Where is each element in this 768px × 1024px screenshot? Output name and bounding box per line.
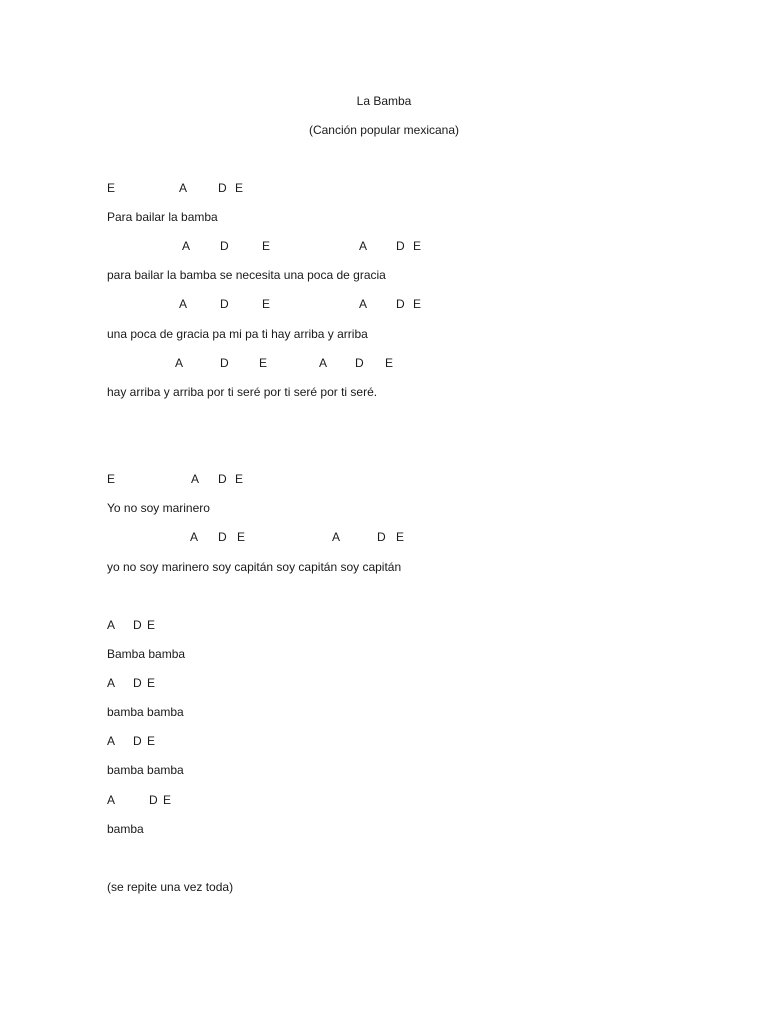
chord: A: [182, 239, 191, 253]
chord: D: [133, 618, 142, 632]
chord: D: [218, 530, 227, 544]
chord: D: [220, 356, 229, 370]
lyric-line: bamba bamba: [107, 705, 184, 719]
chord: E: [235, 472, 244, 486]
chord: E: [262, 239, 271, 253]
chord: E: [413, 239, 422, 253]
chord: A: [107, 618, 116, 632]
lyric-line: hay arriba y arriba por ti seré por ti seré por ti seré.: [107, 385, 378, 399]
chord: A: [107, 676, 116, 690]
chord: A: [179, 297, 188, 311]
chord: D: [355, 356, 364, 370]
chord: E: [163, 793, 172, 807]
chord: A: [107, 793, 116, 807]
chord: E: [147, 734, 156, 748]
chord: E: [237, 530, 246, 544]
lyric-line: Yo no soy marinero: [107, 501, 210, 515]
chord: A: [359, 297, 368, 311]
chord: A: [190, 530, 199, 544]
chord: A: [107, 734, 116, 748]
lyric-line: una poca de gracia pa mi pa ti hay arriba y arriba: [107, 327, 368, 341]
chord: E: [147, 676, 156, 690]
lyric-line: yo no soy marinero soy capitán soy capitán soy capitán: [107, 560, 402, 574]
chord: D: [220, 239, 229, 253]
chord: D: [218, 472, 227, 486]
chord: E: [413, 297, 422, 311]
lyric-line: bamba: [107, 822, 144, 836]
chord: D: [133, 676, 142, 690]
lyric-line: bamba bamba: [107, 763, 184, 777]
chord: E: [385, 356, 394, 370]
chord: A: [332, 530, 341, 544]
chord: E: [259, 356, 268, 370]
chord: D: [396, 239, 405, 253]
chord: E: [235, 181, 244, 195]
chord: A: [179, 181, 188, 195]
chord: D: [133, 734, 142, 748]
lyric-line: para bailar la bamba se necesita una poca de gracia: [107, 268, 386, 282]
song-title: La Bamba: [356, 94, 412, 108]
chord: D: [220, 297, 229, 311]
song-subtitle: (Canción popular mexicana): [308, 123, 460, 137]
repeat-note: (se repite una vez toda): [107, 880, 234, 894]
chord: A: [191, 472, 200, 486]
chord: E: [262, 297, 271, 311]
lyric-line: Para bailar la bamba: [107, 210, 218, 224]
chord: D: [377, 530, 386, 544]
chord: E: [107, 181, 116, 195]
lyric-line: Bamba bamba: [107, 647, 186, 661]
chord: A: [175, 356, 184, 370]
chord: D: [218, 181, 227, 195]
chord: A: [359, 239, 368, 253]
chord: E: [147, 618, 156, 632]
chord: E: [107, 472, 116, 486]
chord: E: [396, 530, 405, 544]
chord: D: [149, 793, 158, 807]
chord: A: [319, 356, 328, 370]
chord: D: [396, 297, 405, 311]
